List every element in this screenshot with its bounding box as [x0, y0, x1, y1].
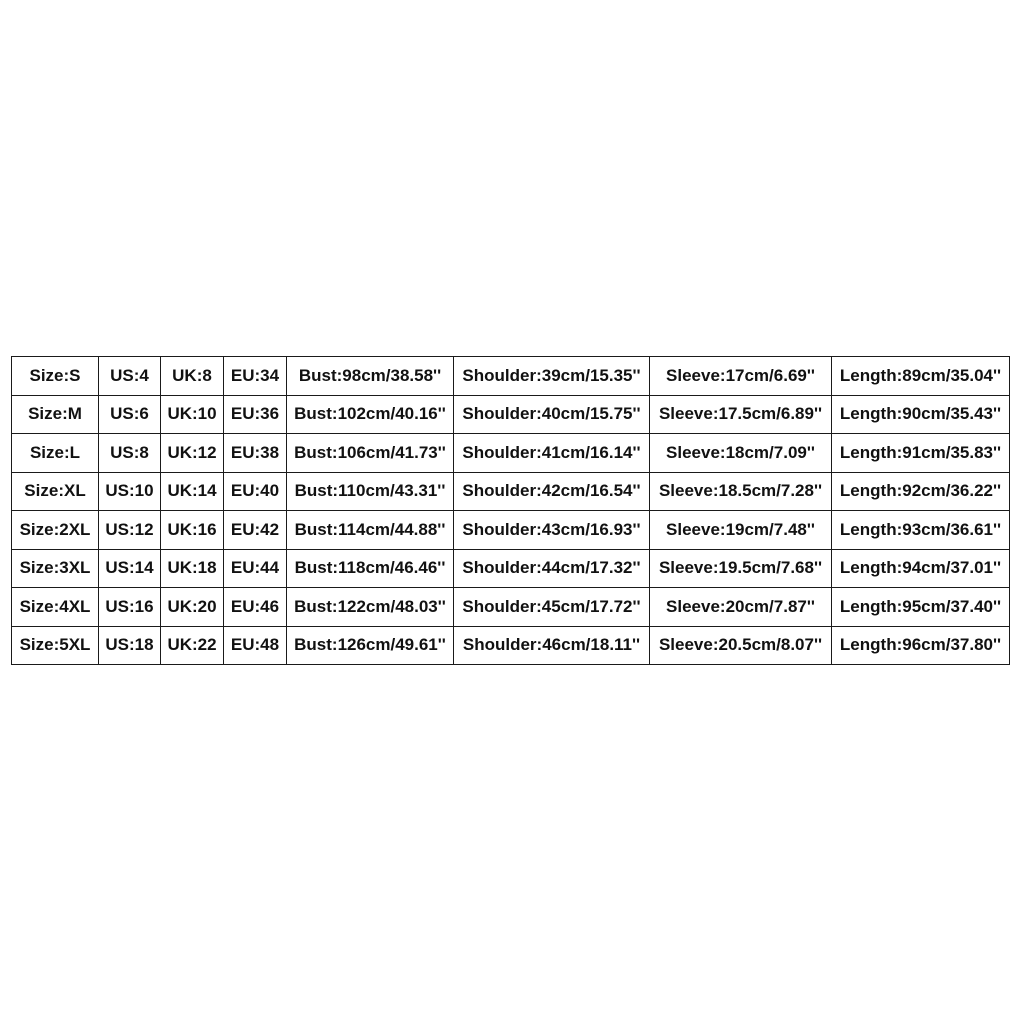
size-cell: Size:3XL: [12, 549, 99, 588]
sleeve-cell: Sleeve:20.5cm/8.07'': [650, 626, 832, 665]
shoulder-cell: Shoulder:45cm/17.72'': [454, 588, 650, 627]
us-size-cell: US:18: [99, 626, 161, 665]
uk-size-cell: UK:12: [161, 434, 224, 473]
us-size-cell: US:14: [99, 549, 161, 588]
uk-size-cell: UK:22: [161, 626, 224, 665]
table-row: [12, 511, 1010, 550]
length-cell: Length:92cm/36.22'': [832, 472, 1010, 511]
bust-cell: Bust:110cm/43.31'': [287, 472, 454, 511]
shoulder-cell: Shoulder:42cm/16.54'': [454, 472, 650, 511]
table-row: [12, 395, 1010, 434]
eu-size-cell: EU:44: [224, 549, 287, 588]
length-cell: Length:93cm/36.61'': [832, 511, 1010, 550]
us-size-cell: US:4: [99, 357, 161, 396]
table-row: [12, 549, 1010, 588]
table-row: [12, 588, 1010, 627]
bust-cell: Bust:126cm/49.61'': [287, 626, 454, 665]
length-cell: Length:89cm/35.04'': [832, 357, 1010, 396]
size-cell: Size:2XL: [12, 511, 99, 550]
us-size-cell: US:12: [99, 511, 161, 550]
bust-cell: Bust:106cm/41.73'': [287, 434, 454, 473]
table-row: [12, 472, 1010, 511]
size-cell: Size:5XL: [12, 626, 99, 665]
sleeve-cell: Sleeve:18cm/7.09'': [650, 434, 832, 473]
uk-size-cell: UK:18: [161, 549, 224, 588]
size-chart-table: [11, 356, 1010, 665]
bust-cell: Bust:118cm/46.46'': [287, 549, 454, 588]
us-size-cell: US:16: [99, 588, 161, 627]
size-chart-body: [12, 357, 1010, 665]
eu-size-cell: EU:42: [224, 511, 287, 550]
sleeve-cell: Sleeve:19.5cm/7.68'': [650, 549, 832, 588]
uk-size-cell: UK:8: [161, 357, 224, 396]
size-cell: Size:S: [12, 357, 99, 396]
length-cell: Length:94cm/37.01'': [832, 549, 1010, 588]
table-row: [12, 357, 1010, 396]
bust-cell: Bust:102cm/40.16'': [287, 395, 454, 434]
us-size-cell: US:8: [99, 434, 161, 473]
shoulder-cell: Shoulder:40cm/15.75'': [454, 395, 650, 434]
size-cell: Size:M: [12, 395, 99, 434]
uk-size-cell: UK:16: [161, 511, 224, 550]
sleeve-cell: Sleeve:20cm/7.87'': [650, 588, 832, 627]
sleeve-cell: Sleeve:19cm/7.48'': [650, 511, 832, 550]
uk-size-cell: UK:10: [161, 395, 224, 434]
eu-size-cell: EU:46: [224, 588, 287, 627]
eu-size-cell: EU:40: [224, 472, 287, 511]
eu-size-cell: EU:38: [224, 434, 287, 473]
bust-cell: Bust:98cm/38.58'': [287, 357, 454, 396]
eu-size-cell: EU:34: [224, 357, 287, 396]
sleeve-cell: Sleeve:17cm/6.69'': [650, 357, 832, 396]
table-row: [12, 434, 1010, 473]
size-cell: Size:L: [12, 434, 99, 473]
shoulder-cell: Shoulder:46cm/18.11'': [454, 626, 650, 665]
table-row: [12, 626, 1010, 665]
sleeve-cell: Sleeve:17.5cm/6.89'': [650, 395, 832, 434]
shoulder-cell: Shoulder:43cm/16.93'': [454, 511, 650, 550]
us-size-cell: US:10: [99, 472, 161, 511]
sleeve-cell: Sleeve:18.5cm/7.28'': [650, 472, 832, 511]
uk-size-cell: UK:20: [161, 588, 224, 627]
us-size-cell: US:6: [99, 395, 161, 434]
bust-cell: Bust:114cm/44.88'': [287, 511, 454, 550]
length-cell: Length:91cm/35.83'': [832, 434, 1010, 473]
size-cell: Size:XL: [12, 472, 99, 511]
length-cell: Length:96cm/37.80'': [832, 626, 1010, 665]
shoulder-cell: Shoulder:39cm/15.35'': [454, 357, 650, 396]
bust-cell: Bust:122cm/48.03'': [287, 588, 454, 627]
eu-size-cell: EU:48: [224, 626, 287, 665]
uk-size-cell: UK:14: [161, 472, 224, 511]
length-cell: Length:90cm/35.43'': [832, 395, 1010, 434]
shoulder-cell: Shoulder:44cm/17.32'': [454, 549, 650, 588]
shoulder-cell: Shoulder:41cm/16.14'': [454, 434, 650, 473]
size-cell: Size:4XL: [12, 588, 99, 627]
length-cell: Length:95cm/37.40'': [832, 588, 1010, 627]
eu-size-cell: EU:36: [224, 395, 287, 434]
